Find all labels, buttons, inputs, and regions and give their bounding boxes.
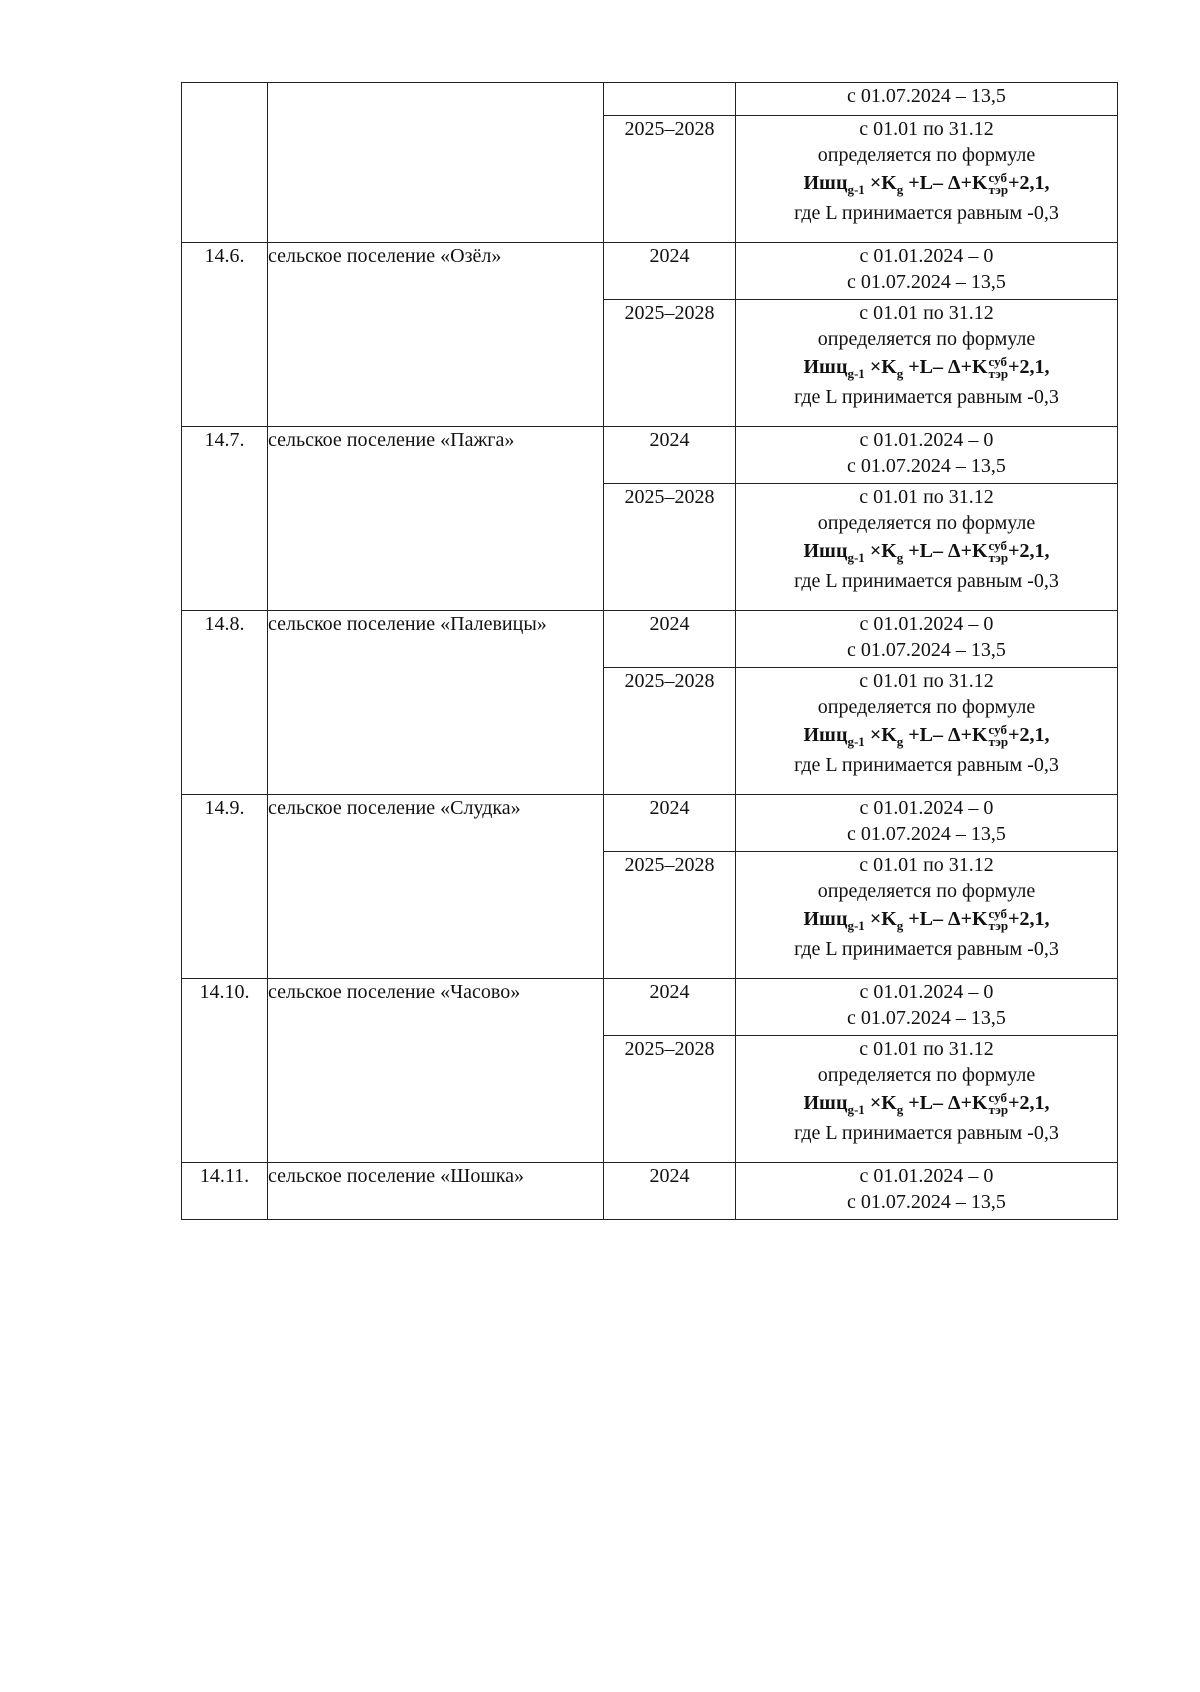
value-line: с 01.01.2024 – 0	[859, 429, 994, 451]
value-line: с 01.07.2024 – 13,5	[847, 271, 1006, 293]
period-cell: 2025–2028	[604, 1036, 736, 1163]
value-cell	[736, 243, 1118, 300]
value-line: определяется по формуле	[817, 328, 1036, 350]
value-line: с 01.01 по 31.12	[859, 1038, 994, 1060]
row-number-cell: 14.6.	[182, 243, 268, 427]
period-cell: 2025–2028	[604, 116, 736, 243]
value-line: с 01.07.2024 – 13,5	[847, 1191, 1006, 1213]
period-cell: 2025–2028	[604, 484, 736, 611]
settlement-name-cell: сельское поселение «Пажга»	[268, 427, 604, 611]
value-line: с 01.07.2024 – 13,5	[847, 1007, 1006, 1029]
value-line: определяется по формуле	[817, 144, 1036, 166]
value-line: с 01.01.2024 – 0	[859, 613, 994, 635]
formula-note: где L принимается равным -0,3	[794, 938, 1059, 961]
value-cell	[736, 83, 1118, 116]
value-cell	[736, 116, 1118, 243]
row-number-cell	[182, 83, 268, 243]
value-line: с 01.01.2024 – 0	[859, 981, 994, 1003]
value-line: с 01.01 по 31.12	[859, 302, 994, 324]
period-cell: 2024	[604, 1163, 736, 1220]
value-line: с 01.01 по 31.12	[859, 118, 994, 140]
period-cell: 2025–2028	[604, 852, 736, 979]
period-cell: 2024	[604, 427, 736, 484]
period-cell: 2024	[604, 611, 736, 668]
value-line: с 01.01 по 31.12	[859, 854, 994, 876]
row-number-cell: 14.11.	[182, 1163, 268, 1220]
value-line: с 01.01.2024 – 0	[859, 1165, 994, 1187]
row-number-cell: 14.7.	[182, 427, 268, 611]
period-cell: 2025–2028	[604, 300, 736, 427]
tariff-table	[181, 82, 1118, 1220]
value-cell	[736, 611, 1118, 668]
table-row	[182, 795, 1118, 852]
value-line: с 01.01 по 31.12	[859, 486, 994, 508]
value-cell	[736, 427, 1118, 484]
formula-note: где L принимается равным -0,3	[794, 386, 1059, 409]
table-row	[182, 243, 1118, 300]
formula: $Ишц_{g-1} \times K_g +L-$ Δ+K суб тэр +2,1,	[803, 1090, 1050, 1118]
value-line: с 01.07.2024 – 13,5	[847, 85, 1006, 107]
settlement-name-cell: сельское поселение «Шошка»	[268, 1163, 604, 1220]
settlement-name-cell: сельское поселение «Часово»	[268, 979, 604, 1163]
value-line: определяется по формуле	[817, 880, 1036, 902]
value-cell	[736, 979, 1118, 1036]
value-cell	[736, 484, 1118, 611]
formula: $Ишц_{g-1} \times K_g +L-$ Δ+K суб тэр +2,1,	[803, 170, 1050, 198]
settlement-name-cell: сельское поселение «Озёл»	[268, 243, 604, 427]
value-line: с 01.07.2024 – 13,5	[847, 823, 1006, 845]
value-cell	[736, 795, 1118, 852]
row-number-cell: 14.10.	[182, 979, 268, 1163]
formula-note: где L принимается равным -0,3	[794, 202, 1059, 225]
formula: $Ишц_{g-1} \times K_g +L-$ Δ+K суб тэр +2,1,	[803, 538, 1050, 566]
value-line: с 01.01.2024 – 0	[859, 245, 994, 267]
value-cell	[736, 668, 1118, 795]
value-line: с 01.01.2024 – 0	[859, 797, 994, 819]
value-line: определяется по формуле	[817, 696, 1036, 718]
row-number-cell: 14.8.	[182, 611, 268, 795]
period-cell: 2024	[604, 243, 736, 300]
settlement-name-cell: сельское поселение «Слудка»	[268, 795, 604, 979]
formula-note: где L принимается равным -0,3	[794, 754, 1059, 777]
period-cell: 2025–2028	[604, 668, 736, 795]
settlement-name-cell	[268, 83, 604, 243]
value-cell	[736, 1036, 1118, 1163]
table-row	[182, 611, 1118, 668]
value-cell	[736, 1163, 1118, 1220]
value-line: с 01.07.2024 – 13,5	[847, 455, 1006, 477]
settlement-name-cell: сельское поселение «Палевицы»	[268, 611, 604, 795]
table-row	[182, 979, 1118, 1036]
value-line: определяется по формуле	[817, 512, 1036, 534]
formula: $Ишц_{g-1} \times K_g +L-$ Δ+K суб тэр +2,1,	[803, 354, 1050, 382]
formula: $Ишц_{g-1} \times K_g +L-$ Δ+K суб тэр +2,1,	[803, 722, 1050, 750]
value-line: определяется по формуле	[817, 1064, 1036, 1086]
table-row	[182, 427, 1118, 484]
value-cell	[736, 300, 1118, 427]
value-cell	[736, 852, 1118, 979]
table-body	[182, 83, 1118, 1220]
table-row	[182, 1163, 1118, 1220]
period-cell	[604, 83, 736, 116]
period-cell: 2024	[604, 979, 736, 1036]
formula-note: где L принимается равным -0,3	[794, 1122, 1059, 1145]
period-cell: 2024	[604, 795, 736, 852]
formula: $Ишц_{g-1} \times K_g +L-$ Δ+K суб тэр +2,1,	[803, 906, 1050, 934]
formula-note: где L принимается равным -0,3	[794, 570, 1059, 593]
row-number-cell: 14.9.	[182, 795, 268, 979]
value-line: с 01.01 по 31.12	[859, 670, 994, 692]
table-row	[182, 83, 1118, 116]
value-line: с 01.07.2024 – 13,5	[847, 639, 1006, 661]
